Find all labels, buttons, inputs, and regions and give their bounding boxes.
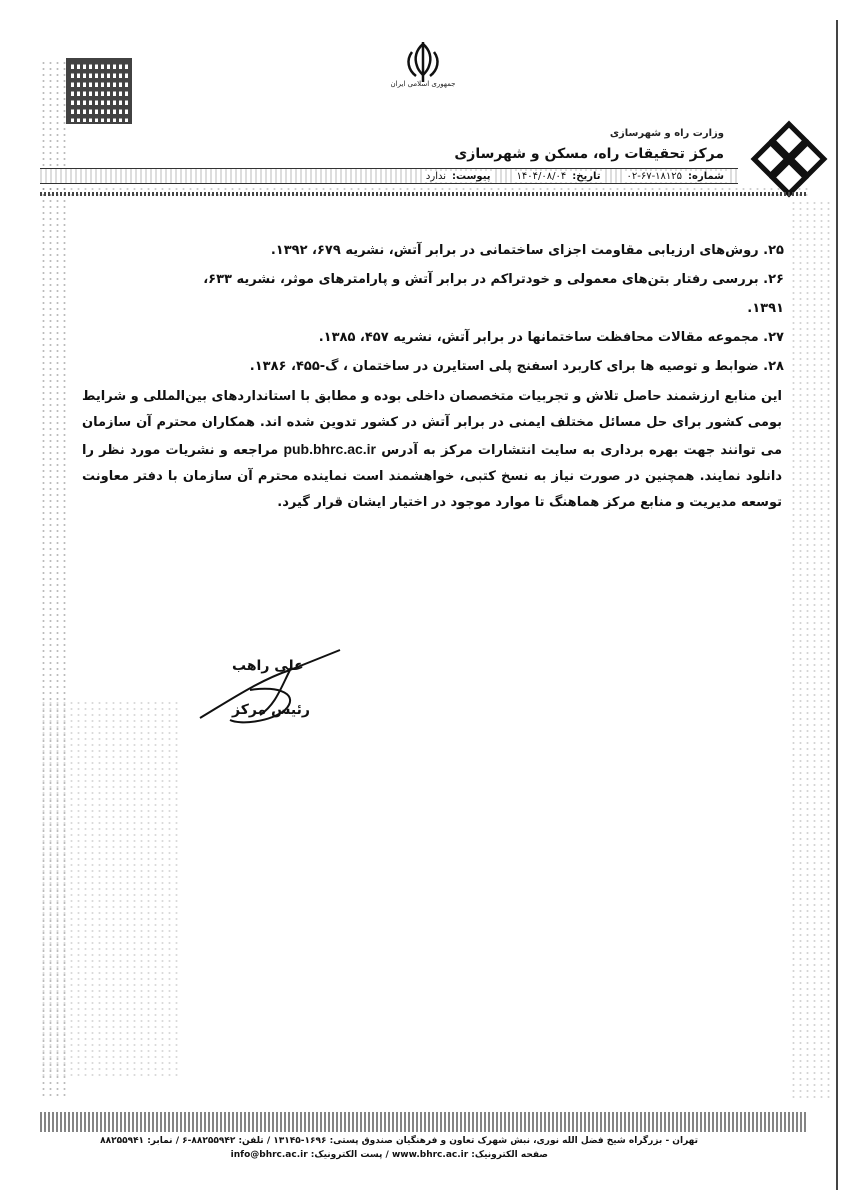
body-paragraph: این منابع ارزشمند حاصل تلاش و تجربیات متخصصان داخلی بوده و مطابق با استانداردهای بین‌المللی و شرایط بومی کشور برای حل مسائل مختلف ایمنی در برابر آتش در کشور تدوین شده اند. همکاران محترم آن سازمان می توانند جهت بهره برداری به سایت انتشارات مرکز به آدرس pub.bhrc.ac.ir مراجعه و نشریات مورد نظر را دانلود نمایند. همچنین در صورت نیاز به نسخ کتبی، خواهشمند است نماینده محترم آن سازمان با دفتر معاونت توسعه مدیریت و منابع مرکز هماهنگ تا موارد موجود در اختیار ایشان قرار گیرد. (82, 389, 782, 510)
page-edge-line (836, 20, 838, 1190)
scan-noise-right (790, 200, 830, 1100)
footer-contact: صفحه الکترونیک: www.bhrc.ac.ir / پست الکترونیک: info@bhrc.ac.ir (230, 1150, 548, 1160)
header-rule (40, 192, 808, 196)
reference-list (184, 236, 784, 381)
emblem-caption: جمهوری اسلامی ایران (390, 80, 456, 88)
reference-item: ۲۷. مجموعه مقالات محافظت ساختمانها در برابر آتش، نشریه ۴۵۷، ۱۳۸۵. (318, 330, 784, 345)
publications-link[interactable]: pub.bhrc.ac.ir (283, 441, 377, 457)
letter-number: شماره: ۰۲-۶۷-۱۸۱۲۵ (622, 171, 728, 182)
ministry-name: وزارت راه و شهرسازی (609, 128, 724, 139)
qr-code (66, 58, 132, 124)
letter-attachment: پیوست: ندارد (422, 171, 495, 182)
signer-title: رئیس مرکز (232, 702, 310, 718)
scan-noise-bottom-left (40, 700, 180, 1080)
center-name: مرکز تحقیقات راه، مسکن و شهرسازی (454, 146, 724, 162)
letter-date: تاریخ: ۱۴۰۴/۰۸/۰۴ (513, 171, 605, 182)
signer-name: علی راهب (232, 658, 304, 674)
reference-item: ۲۵. روش‌های ارزیابی مقاومت اجزای ساختمانی در برابر آتش، نشریه ۶۷۹، ۱۳۹۲. (270, 243, 784, 258)
footer-address: تهران - بزرگراه شیخ فضل الله نوری، نبش شهرک تعاون و فرهنگیان صندوق پستی: ۱۶۹۶-۱۳۱۴۵ / تلفن: ۸۸۲۵۵۹۴۲-۶ / نمابر: ۸۸۲۵۵۹۴۱ (100, 1136, 698, 1146)
reference-item: ۲۶. بررسی رفتار بتن‌های معمولی و خودتراکم در برابر آتش و پارامترهای موثر، نشریه ۶۳۳، ۱۳۹۱. (203, 272, 784, 316)
reference-item: ۲۸. ضوابط و توصیه ها برای کاربرد اسفنج پلی استایرن در ساختمان ، گ-۴۵۵، ۱۳۸۶. (249, 359, 784, 374)
letter-meta-bar (40, 168, 738, 184)
footer-rule (40, 1112, 808, 1132)
bhrc-logo-icon (748, 118, 830, 200)
